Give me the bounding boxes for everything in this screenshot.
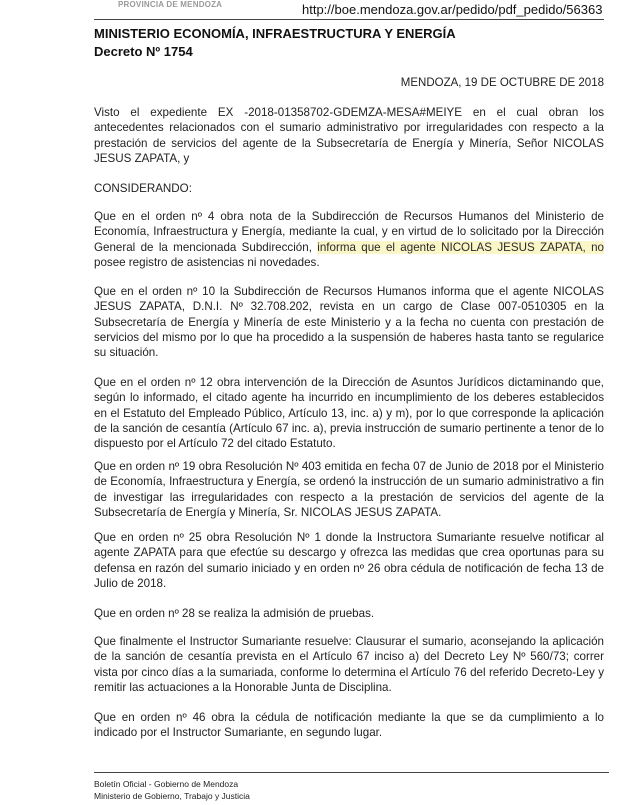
paragraph-orden-46: Que en orden nº 46 obra la cédula de notificación mediante la que se da cumplimiento a lo indicado por el Instructor Sumariante, en segundo lugar. xyxy=(94,711,604,740)
source-url[interactable]: http://boe.mendoza.gov.ar/pedido/pdf_pedido/56363 xyxy=(302,2,603,17)
paragraph-orden-12: Que en el orden nº 12 obra intervención de la Dirección de Asuntos Jurídicos dictaminando que, según lo informado, el citado agente ha incurrido en incumplimiento de los deberes establecidos en el Estatuto del Empleado Público, Artículo 13, inc. a) y m), por lo que corresponde la aplicación de la sanción de cesantía (Artículo 67 inc. a), previa instrucción de sumario pertinente a tenor de lo dispuesto por el Artículo 72 del citado Estatuto. xyxy=(94,376,604,451)
footer-divider xyxy=(94,772,609,773)
decree-number: Decreto Nº 1754 xyxy=(94,44,193,59)
paragraph-orden-10: Que en el orden nº 10 la Subdirección de Recursos Humanos informa que el agente NICOLAS JESUS ZAPATA, D.N.I. Nº 32.708.202, revista en un cargo de Clase 007-0510305 en la Subsecretaría de Energía y Minería de este Ministerio y a la fecha no cuenta con prestación de servicios del mismo por lo que ha procedido a la suspensión de haberes hasta tanto se regularice su situación. xyxy=(94,285,604,360)
decree-date: MENDOZA, 19 DE OCTUBRE DE 2018 xyxy=(400,77,604,89)
header-divider xyxy=(94,19,604,20)
visto-paragraph: Visto el expediente EX -2018-01358702-GDEMZA-MESA#MEIYE en el cual obran los antecedentes relacionados con el sumario administrativo por irregularidades con respecto a la prestación de servicios del agente de la Subsecretaría de Energía y Minería, Señor NICOLAS JESUS ZAPATA, y xyxy=(94,106,604,165)
footer-ministry: Ministerio de Gobierno, Trabajo y Justicia xyxy=(94,791,250,801)
paragraph-orden-4-text: Que en el orden nº 4 obra nota de la Subdirección de Recursos Humanos del Ministerio de Economía, Infraestructura y Energía, mediante la cual, y en virtud de lo solicitado por la Dirección General de la mencionada Subdirección, xyxy=(94,210,604,254)
ministry-title: MINISTERIO ECONOMÍA, INFRAESTRUCTURA Y ENERGÍA xyxy=(94,26,456,41)
province-logo: PROVINCIA DE MENDOZA xyxy=(118,0,223,9)
paragraph-orden-25: Que en orden nº 25 obra Resolución Nº 1 donde la Instructora Sumariante resuelve notificar al agente ZAPATA para que efectúe su descargo y ofrezca las medidas que crea oportunas para su defensa en razón del sumario iniciado y en orden nº 26 obra cédula de notificación de fecha 13 de Julio de 2018. xyxy=(94,531,604,590)
paragraph-orden-28: Que en orden nº 28 se realiza la admisión de pruebas. xyxy=(94,607,375,620)
paragraph-orden-19: Que en orden nº 19 obra Resolución Nº 403 emitida en fecha 07 de Junio de 2018 por el Ministerio de Economía, Infraestructura y Energía, se ordenó la instrucción de un sumario administrativo a fin de investigar las irregularidades con respecto a la prestación de servicios del agente de la Subsecretaría de Energía y Minería, Sr. NICOLAS JESUS ZAPATA. xyxy=(94,460,604,519)
footer-publisher: Boletín Oficial - Gobierno de Mendoza xyxy=(94,779,239,789)
paragraph-instructor: Que finalmente el Instructor Sumariante resuelve: Clausurar el sumario, aconsejando la aplicación de la sanción de cesantía prevista en el Artículo 67 inciso a) del Decreto Ley Nº 560/73; correr vista por cinco días a la sumariada, conforme lo determina el Artículo 76 del referido Decreto-Ley y remitir las actuaciones a la Honorable Junta de Disciplina. xyxy=(94,635,604,694)
paragraph-orden-4-end: posee registro de asistencias ni novedades. xyxy=(94,255,320,269)
highlighted-text: informa que el agente NICOLAS JESUS ZAPATA, no xyxy=(317,240,604,254)
considerando-heading: CONSIDERANDO: xyxy=(94,182,192,195)
paragraph-orden-4 xyxy=(94,209,604,270)
